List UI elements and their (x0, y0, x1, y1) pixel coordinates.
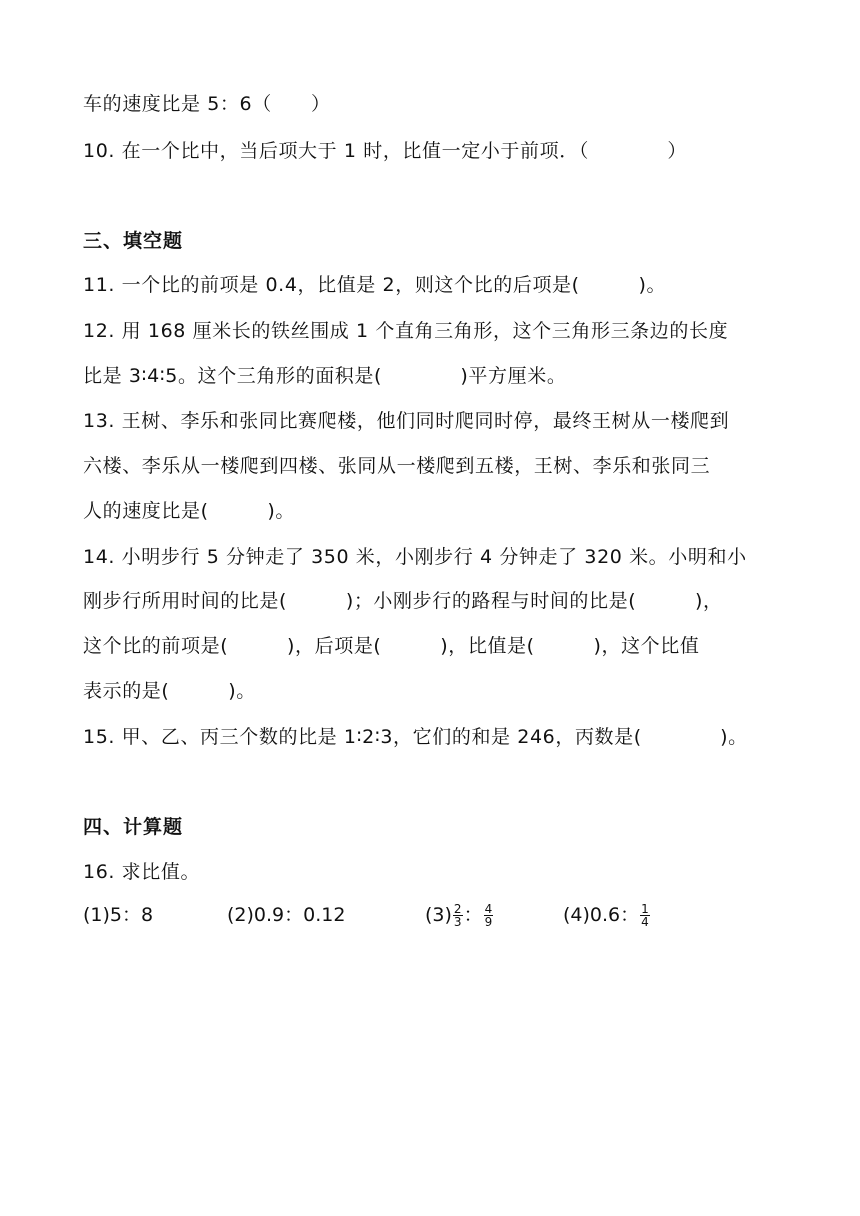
question-9-continuation: 车的速度比是 5：6（ ） (83, 93, 331, 115)
calc-item-4 (563, 903, 651, 928)
question-12-line-1: 12. 用 168 厘米长的铁丝围成 1 个直角三角形，这个三角形三条边的长度 (83, 320, 729, 342)
question-14-line-3: 这个比的前项是( )，后项是( )，比值是( )，这个比值 (83, 635, 700, 657)
question-13-line-2: 六楼、李乐从一楼爬到四楼、张同从一楼爬到五楼，王树、李乐和张同三 (83, 455, 711, 477)
question-14-line-1: 14. 小明步行 5 分钟走了 350 米，小刚步行 4 分钟走了 320 米。小明和小 (83, 546, 747, 568)
question-13-line-1: 13. 王树、李乐和张同比赛爬楼，他们同时爬同时停，最终王树从一楼爬到 (83, 410, 730, 432)
question-16: 16. 求比值。 (83, 861, 201, 883)
fraction-four-ninths (484, 903, 494, 928)
question-10: 10. 在一个比中，当后项大于 1 时，比值一定小于前项．（ ） (83, 140, 687, 162)
fraction-numerator: 1 (641, 902, 649, 916)
calc-item-1: (1)5：8 (83, 904, 154, 926)
calc-item-3 (425, 903, 494, 928)
calc-item-3-prefix: (3) (425, 904, 452, 926)
question-14-line-2: 刚步行所用时间的比是( )；小刚步行的路程与时间的比是( )， (83, 590, 723, 612)
question-12-line-2: 比是 3∶4∶5。这个三角形的面积是( )平方厘米。 (83, 365, 567, 387)
fraction-denominator: 9 (484, 915, 493, 929)
question-15: 15. 甲、乙、丙三个数的比是 1∶2∶3，它们的和是 246，丙数是( )。 (83, 726, 748, 748)
calc-item-2: (2)0.9：0.12 (227, 904, 346, 926)
question-14-line-4: 表示的是( )。 (83, 680, 256, 702)
section-3-title: 三、填空题 (83, 230, 184, 252)
ratio-separator: ： (463, 904, 483, 926)
fraction-one-quarter (640, 903, 650, 928)
fraction-two-thirds (453, 903, 463, 928)
fraction-numerator: 2 (453, 902, 462, 916)
fraction-denominator: 3 (453, 915, 462, 929)
fraction-denominator: 4 (641, 915, 649, 929)
question-11: 11. 一个比的前项是 0.4，比值是 2，则这个比的后项是( )。 (83, 274, 667, 296)
calc-item-4-prefix: (4)0.6： (563, 904, 640, 926)
section-4-title: 四、计算题 (83, 816, 184, 838)
question-13-line-3: 人的速度比是( )。 (83, 500, 296, 522)
fraction-numerator: 4 (484, 902, 493, 916)
